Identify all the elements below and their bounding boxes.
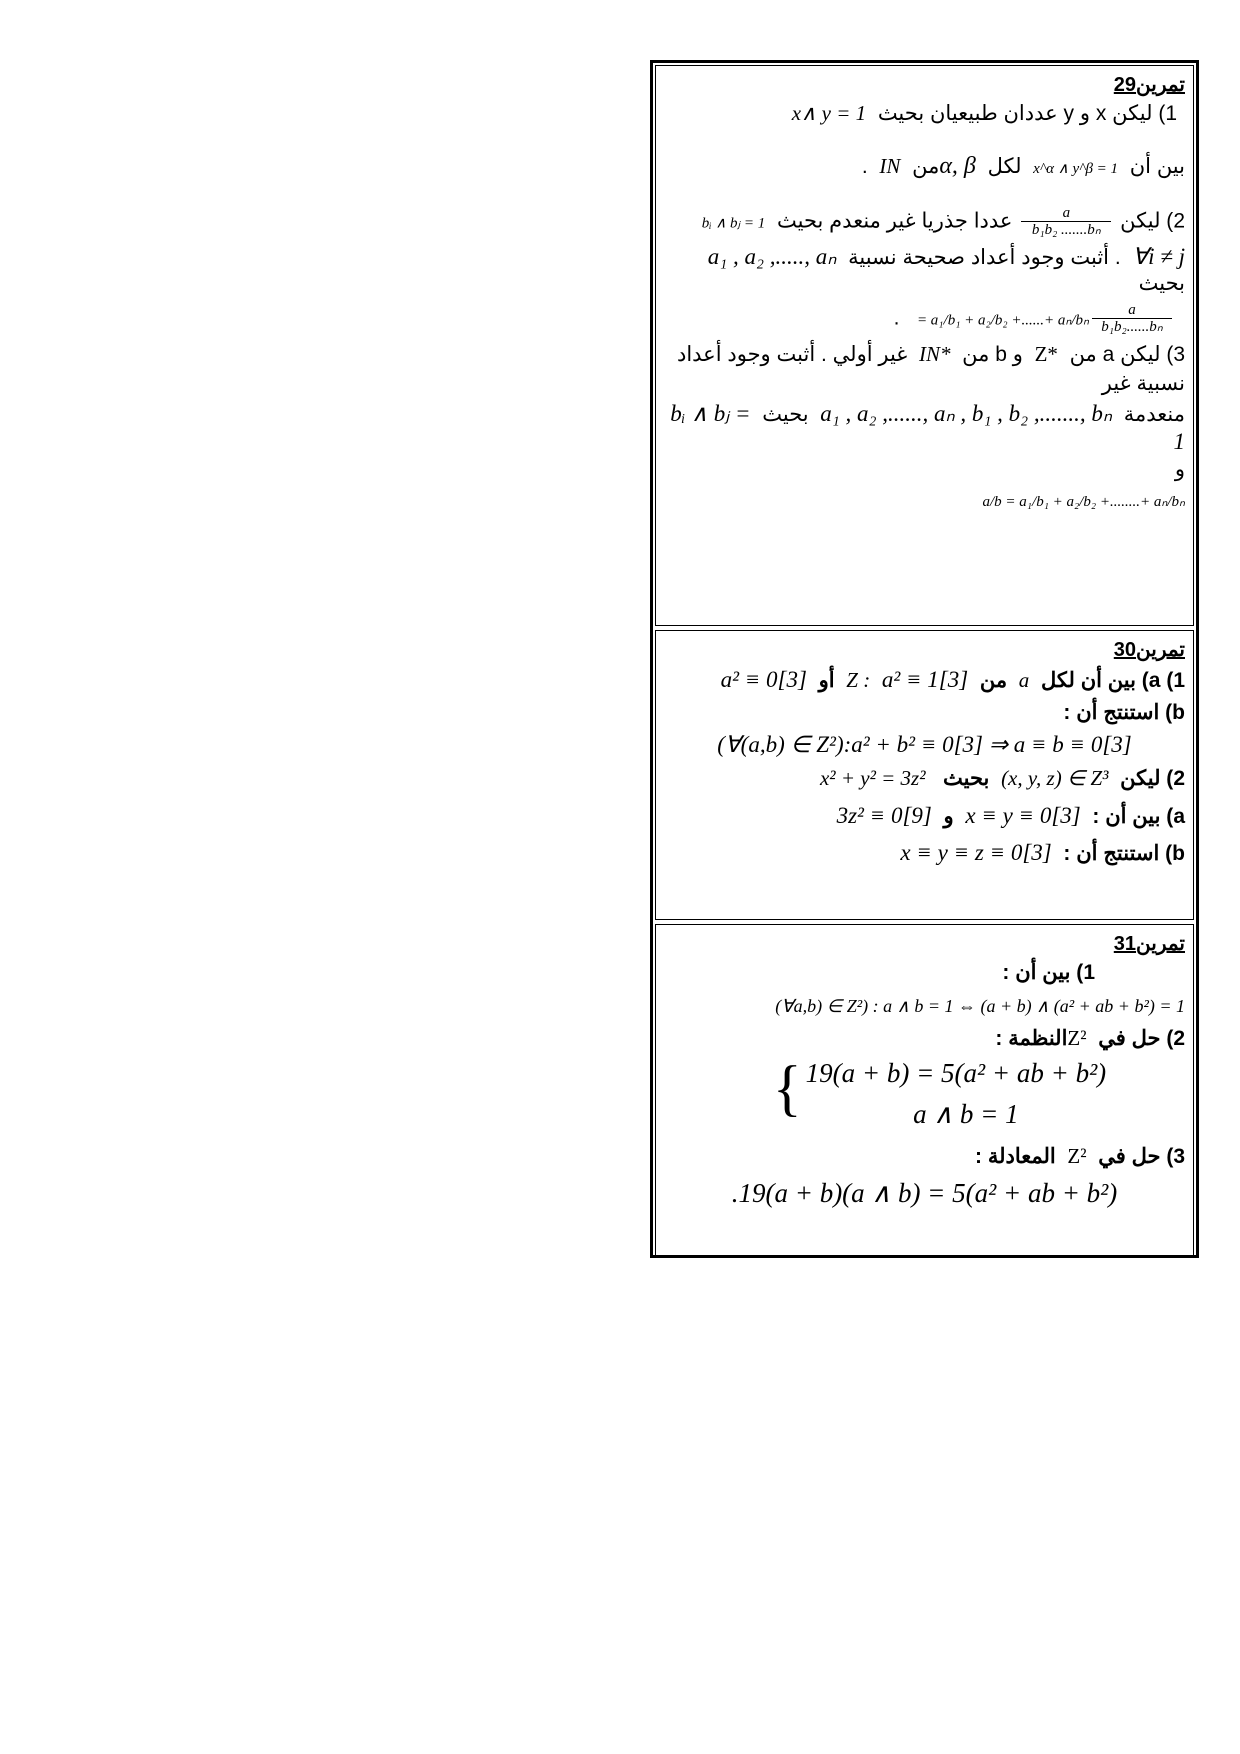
brace-glyph: { bbox=[772, 1052, 802, 1122]
exercise-31-title: تمرين31 bbox=[1113, 933, 1185, 955]
ex29-q3b: نسبية غير bbox=[1101, 371, 1185, 395]
exercise-29-title: تمرين29 bbox=[1113, 74, 1185, 96]
ex29-q1: 1) ليكن x و y عددان طبيعيان بحيث x∧ y = 1 bbox=[791, 101, 1177, 125]
ex30-q2: 2) ليكن (x, y, z) ∈ Z³ بحيث x² + y² = 3z² bbox=[819, 766, 1185, 791]
ex29-q2b: ∀i ≠ j . أثبت وجود أعداد صحيحة نسبية a₁ , a₂ ,....., aₙ bbox=[707, 243, 1185, 269]
ex30-q2b: b) استنتج أن : x ≡ y ≡ z ≡ 0[3] bbox=[900, 840, 1185, 866]
ex29-q2-fraction: $\frac{a}{\text{b₁b₂ .......bₙ}}$ bbox=[1021, 205, 1111, 239]
exercise-30 bbox=[655, 630, 1194, 920]
ex29-q2: 2) ليكن $\frac{a}{\text{b₁b₂ .......bₙ}}$ عددا جذريا غير منعدم بحيث bᵢ ∧ bⱼ = 1 bbox=[701, 204, 1185, 239]
ex29-q2-equation: $\frac{a}{\text{b₁b₂......bₙ}}$ = a₁/b₁ + a₂/b₂ +......+ aₙ/bₙ . bbox=[664, 302, 1175, 336]
ex29-q1b: بين أن x^α ∧ y^β = 1 لكل α, βمن IN . bbox=[861, 153, 1185, 180]
ex29-q3d: و bbox=[1174, 458, 1185, 482]
ex30-q1b: b) استنتج أن : bbox=[1063, 700, 1185, 724]
ex31-q1-math: (∀a,b) ∈ Z²) : a ∧ b = 1 ⇔ (a + b) ∧ (a² + ab + b²) = 1 bbox=[775, 996, 1185, 1017]
ex29-q3-equation: a/b = a₁/b₁ + a₂/b₂ +........+ aₙ/bₙ bbox=[982, 493, 1185, 510]
exercise-30-title: تمرين30 bbox=[1113, 639, 1185, 661]
ex31-q3-equation: .19(a + b)(a ∧ b) = 5(a² + ab + b²) bbox=[731, 1177, 1118, 1208]
ex31-q2: 2) حل في Z²النظمة : bbox=[995, 1026, 1185, 1051]
exercise-29 bbox=[655, 65, 1194, 626]
system-row-1: 19(a + b) = 5(a² + ab + b²) bbox=[805, 1057, 1107, 1088]
ex31-q1: 1) بين أن : bbox=[1002, 961, 1095, 984]
ex29-q3c: منعدمة a₁ , a₂ ,......, aₙ , b₁ , b₂ ,......., bₙ بحيث bᵢ ∧ bⱼ = 1 bbox=[670, 401, 1185, 454]
ex29-q3: 3) ليكن a من Z* و b من IN* غير أولي . أثبت وجود أعداد bbox=[676, 341, 1185, 366]
ex31-system bbox=[664, 1052, 1185, 1130]
ex29-q2c: بحيث bbox=[1138, 271, 1185, 295]
system-row-2: a ∧ b = 1 bbox=[913, 1098, 1019, 1129]
exercise-sheet bbox=[650, 60, 1199, 1258]
ex30-q2a: a) بين أن : x ≡ y ≡ 0[3] و 3z² ≡ 0[9] bbox=[836, 802, 1185, 828]
exercise-31 bbox=[655, 924, 1194, 1257]
ex31-q3: 3) حل في Z² المعادلة : bbox=[975, 1143, 1185, 1168]
ex30-q1a: 1) a) بين أن لكل a من Z : a² ≡ 1[3] أو a² ≡ 0[3] bbox=[720, 667, 1185, 692]
ex30-q1b-math: (∀(a,b) ∈ Z²):a² + b² ≡ 0[3] ⇒ a ≡ b ≡ 0[3] bbox=[717, 731, 1132, 757]
